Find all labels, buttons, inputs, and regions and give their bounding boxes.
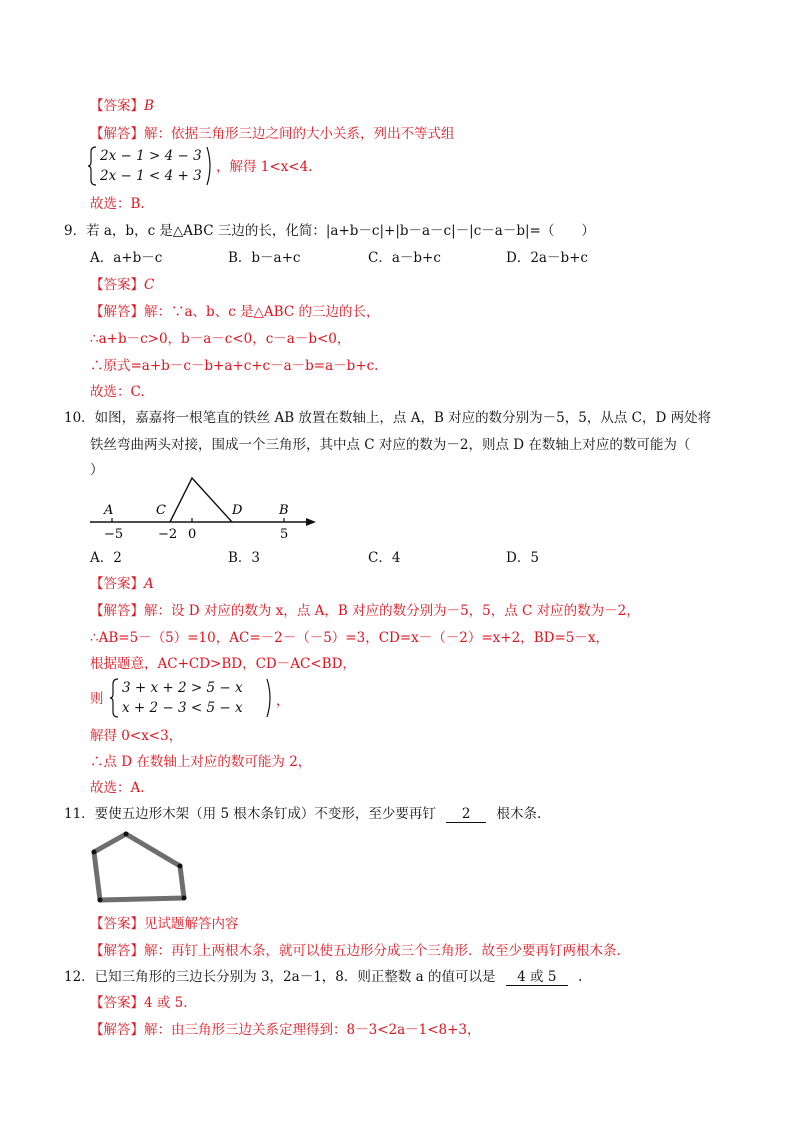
arrow-right-icon (306, 518, 316, 526)
point-label-a: A (104, 503, 114, 518)
q11-analysis: 【解答】解：再钉上两根木条，就可以使五边形分成三个三角形．故至少要再钉两根木条. (90, 943, 621, 959)
q8-final: 故选：B. (90, 196, 145, 212)
pentagon-wood-frame (94, 834, 184, 900)
q10-analysis-line-3: 根据题意，AC+CD>BD，CD－AC<BD， (90, 656, 356, 672)
right-paren-icon (206, 146, 214, 186)
q10-sys-prefix: 则 (90, 691, 104, 707)
q10-analysis: 【解答】解：设 D 对应的数为 x，点 A，B 对应的数分别为－5，5，点 C 对应的数为－2， (90, 603, 640, 619)
q10-sys-row-2: x + 2 − 3 < 5 − x (122, 700, 243, 716)
q11-stem: 11．要使五边形木架（用 5 根木条钉成）不变形，至少要再钉 2 根木条. (64, 806, 542, 822)
q10-option-b: B．3 (228, 550, 261, 566)
q9-option-a: A．a+b－c (90, 250, 163, 266)
q10-option-a: A．2 (90, 550, 122, 566)
q8-inequality-system (88, 146, 408, 188)
point-label-b: B (279, 503, 289, 518)
q11-answer: 【答案】见试题解答内容 (90, 916, 239, 932)
tick-label-0: 0 (188, 527, 197, 542)
q10-sys-row-1: 3 + x + 2 > 5 − x (122, 680, 243, 696)
q10-final: 故选：A. (90, 780, 145, 796)
pentagon-frame-figure (86, 828, 192, 908)
left-brace-icon (110, 678, 120, 718)
q9-final: 故选：C. (90, 384, 145, 400)
q10-answer: 【答案】A (90, 576, 154, 592)
q10-stem-line-1: 10．如图，嘉嘉将一根笔直的铁丝 AB 放置在数轴上，点 A，B 对应的数分别为－5，5，从点 C，D 两处将 (64, 410, 712, 426)
q10-analysis-line-5: ∴点 D 在数轴上对应的数可能为 2， (90, 754, 312, 770)
q10-analysis-line-4: 解得 0<x<3， (90, 728, 183, 744)
tick-label-5: 5 (280, 527, 289, 542)
q10-stem-line-2: 铁丝弯曲两头对接，围成一个三角形，其中点 C 对应的数为－2，则点 D 在数轴上对应的数可能为（ (90, 437, 691, 453)
q9-analysis-line-3: ∴原式=a+b－c－b+a+c+c－a－b=a－b+c. (90, 358, 379, 374)
q9-option-b: B．b－a+c (228, 250, 301, 266)
point-label-d: D (232, 503, 243, 518)
q8-analysis: 【解答】解：依据三角形三边之间的大小关系，列出不等式组 (90, 126, 455, 142)
q10-option-c: C．4 (368, 550, 401, 566)
q11-blank: 2 (446, 806, 486, 823)
q8-sys-row-1: 2x − 1 > 4 − 3 (100, 148, 202, 164)
q8-sys-result: ，解得 1<x<4. (216, 159, 313, 175)
tick-label-minus2: −2 (158, 527, 178, 542)
bent-wire-triangle (170, 478, 232, 522)
q10-analysis-line-2: ∴AB=5－（5）=10，AC=－2－（－5）=3，CD=x－（－2）=x+2，BD=5－x， (90, 630, 609, 646)
right-paren-icon (266, 678, 274, 718)
q10-inequality-system (90, 678, 390, 720)
q9-stem: 9．若 a，b，c 是△ABC 三边的长，化简：|a+b－c|+|b－a－c|－|c－a－b|=（ ） (64, 223, 595, 239)
q12-analysis: 【解答】解：由三角形三边关系定理得到：8－3<2a－1<8+3， (90, 1022, 481, 1038)
q12-blank: 4 或 5 (506, 969, 568, 986)
q9-answer: 【答案】C (90, 277, 155, 293)
q8-answer: 【答案】B (90, 98, 154, 114)
q9-option-c: C．a－b+c (368, 250, 441, 266)
q10-option-d: D．5 (506, 550, 539, 566)
tick-label-minus5: −5 (104, 527, 124, 542)
number-line-figure (84, 470, 324, 544)
q9-analysis: 【解答】解：∵a、b、c 是△ABC 的三边的长， (90, 304, 380, 320)
left-brace-icon (88, 146, 98, 186)
point-label-c: C (156, 503, 166, 518)
q9-option-d: D．2a－b+c (506, 250, 588, 266)
q10-sys-after: ， (276, 693, 290, 709)
q12-answer: 【答案】4 或 5. (90, 995, 188, 1011)
q8-sys-row-2: 2x − 1 < 4 + 3 (100, 168, 202, 184)
q10-stem-line-3: ） (90, 462, 104, 478)
q9-analysis-line-2: ∴a+b－c>0，b－a－c<0，c－a－b<0， (90, 331, 351, 347)
q12-stem: 12．已知三角形的三边长分别为 3，2a－1，8．则正整数 a 的值可以是 4 或 5 . (64, 969, 583, 985)
